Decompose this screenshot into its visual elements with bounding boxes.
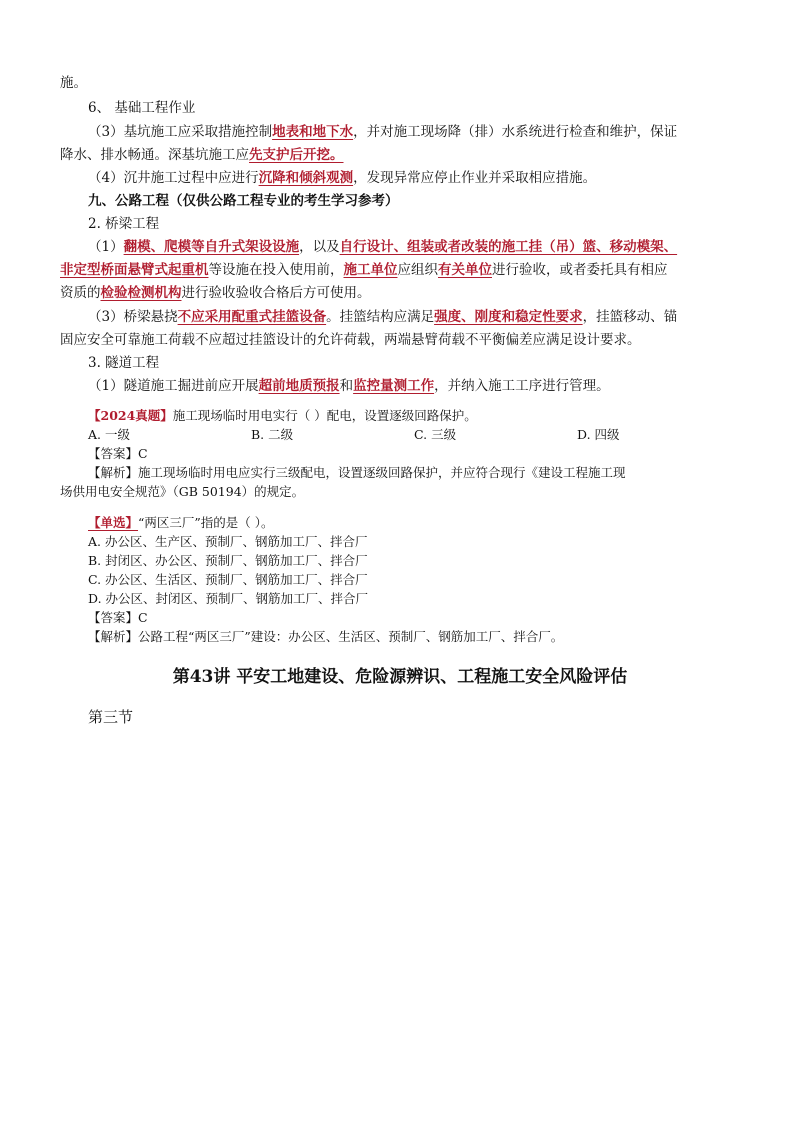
option-b: B. 二级 bbox=[251, 427, 294, 442]
highlight-term: 检验检测机构 bbox=[100, 285, 182, 301]
question-2-option-a: A. 办公区、生产区、预制厂、钢筋加工厂、拌合厂 bbox=[88, 534, 368, 549]
question-2-option-d: D. 办公区、封闭区、预制厂、钢筋加工厂、拌合厂 bbox=[88, 591, 369, 606]
para-bridge-3-cont: 固应安全可靠施工荷载不应超过挂篮设计的允许荷载，两端悬臂荷载不平衡偏差应满足设计要求。 bbox=[60, 332, 641, 348]
lecture-heading: 第43讲 平安工地建设、危险源辨识、工程施工安全风险评估 bbox=[172, 667, 628, 687]
question-2-option-c: C. 办公区、生活区、预制厂、钢筋加工厂、拌合厂 bbox=[88, 572, 368, 587]
highlight-term: 有关单位 bbox=[438, 262, 492, 278]
question-2-option-b: B. 封闭区、办公区、预制厂、钢筋加工厂、拌合厂 bbox=[88, 553, 368, 568]
highlight-term: 自行设计、组装或者改装的施工挂（吊）篮、移动模架、 bbox=[339, 239, 678, 255]
highlight-term: 强度、刚度和稳定性要求 bbox=[434, 309, 583, 325]
highlight-term: 沉降和倾斜观测 bbox=[258, 170, 354, 186]
para-bridge-1: （1）翻模、爬模等自升式架设设施，以及自行设计、组装或者改装的施工挂（吊）篮、移动模架、 bbox=[88, 239, 678, 255]
section-highway: 九、公路工程（仅供公路工程专业的考生学习参考） bbox=[88, 193, 399, 209]
question-tag: 【单选】 bbox=[88, 515, 139, 530]
para-bridge-3: （3）桥梁悬挠不应采用配重式挂篮设备。挂篮结构应满足强度、刚度和稳定性要求，挂篮移动、锚 bbox=[88, 309, 678, 325]
para-bridge-1-cont: 非定型桥面悬臂式起重机等设施在投入使用前，施工单位应组织有关单位进行验收，或者委托具有相应 bbox=[60, 262, 668, 278]
question-2-answer: 【答案】C bbox=[88, 610, 148, 625]
question-2-stem: 【单选】“两区三厂”指的是（ ）。 bbox=[88, 515, 274, 530]
para-bridge-1-cont2: 资质的检验检测机构进行验收验收合格后方可使用。 bbox=[60, 285, 371, 301]
subheading-foundation: 6、 基础工程作业 bbox=[88, 100, 196, 116]
question-tag: 【2024真题】 bbox=[88, 408, 173, 423]
question-1-analysis: 【解析】施工现场临时用电应实行三级配电，设置逐级回路保护，并应符合现行《建设工程施工现 bbox=[88, 465, 626, 480]
question-1-options bbox=[88, 425, 740, 444]
highlight-term: 施工单位 bbox=[343, 262, 398, 278]
highlight-term: 地表和地下水 bbox=[272, 124, 354, 140]
question-1-stem: 【2024真题】施工现场临时用电实行（ ）配电，设置逐级回路保护。 bbox=[88, 408, 477, 423]
highlight-term: 不应采用配重式挂篮设备 bbox=[177, 309, 327, 325]
subheading-bridge: 2. 桥梁工程 bbox=[88, 216, 160, 232]
option-a: A. 一级 bbox=[88, 427, 130, 442]
subheading-tunnel: 3. 隧道工程 bbox=[88, 355, 160, 371]
highlight-term: 超前地质预报 bbox=[258, 378, 340, 394]
highlight-term: 非定型桥面悬臂式起重机 bbox=[60, 262, 209, 278]
highlight-term: 先支护后开挖。 bbox=[249, 147, 344, 163]
para-tunnel-1: （1）隧道施工掘进前应开展超前地质预报和监控量测工作，并纳入施工工序进行管理。 bbox=[88, 378, 610, 394]
para-foundation-3: （3）基坑施工应采取措施控制地表和地下水，并对施工现场降（排）水系统进行检查和维护，保证 bbox=[88, 124, 678, 140]
para-foundation-4: （4）沉井施工过程中应进行沉降和倾斜观测，发现异常应停止作业并采取相应措施。 bbox=[88, 170, 597, 186]
option-c: C. 三级 bbox=[414, 427, 457, 442]
question-1-answer: 【答案】C bbox=[88, 446, 148, 461]
question-1-analysis-cont: 场供用电安全规范》（GB 50194）的规定。 bbox=[60, 484, 305, 499]
section-title: 第三节 bbox=[88, 708, 134, 726]
question-2-analysis: 【解析】公路工程“两区三厂”建设：办公区、生活区、预制厂、钢筋加工厂、拌合厂。 bbox=[88, 629, 564, 644]
option-d: D. 四级 bbox=[577, 427, 620, 442]
highlight-term: 监控量测工作 bbox=[353, 378, 435, 394]
para-continuation: 施。 bbox=[60, 75, 87, 91]
para-foundation-3-cont: 降水、排水畅通。深基坑施工应先支护后开挖。 bbox=[60, 147, 344, 163]
highlight-term: 翻模、爬模等自升式架设设施 bbox=[123, 239, 300, 255]
